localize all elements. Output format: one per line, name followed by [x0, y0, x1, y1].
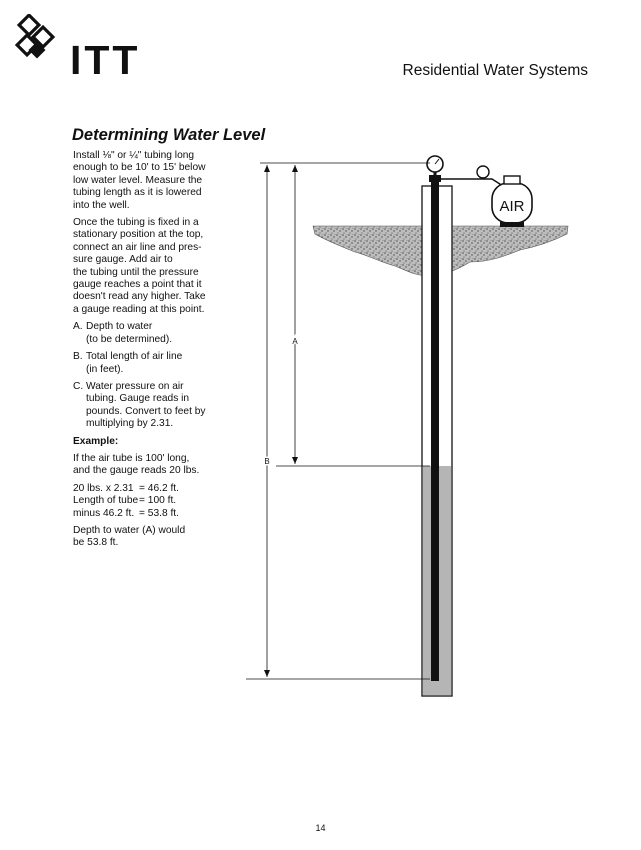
paragraph-2: [73, 217, 213, 316]
dimension-a-label: A: [292, 337, 298, 346]
text-line: and the gauge reads 20 lbs.: [73, 465, 200, 477]
text-line: pounds. Convert to feet by: [86, 405, 206, 417]
section-title: Residential Water Systems: [402, 62, 588, 79]
hose-coil: [477, 166, 489, 178]
text-line: into the well.: [73, 199, 130, 211]
tank-label: AIR: [499, 198, 525, 215]
air-line: [441, 179, 503, 186]
text-line: If the air tube is 100' long,: [73, 452, 190, 464]
text-line: tubing length as it is lowered: [73, 187, 202, 199]
text-line: low water level. Measure the: [73, 174, 203, 186]
text-line: Depth to water: [86, 321, 153, 333]
list-marker: A.: [73, 321, 83, 333]
text-line: multiplying by 2.31.: [86, 418, 174, 430]
text-line: enough to be 10' to 15' below: [73, 162, 206, 174]
page-title: Determining Water Level: [72, 126, 266, 144]
text-line: be 53.8 ft.: [73, 537, 119, 549]
calc-row: minus 46.2 ft. = 53.8 ft.: [73, 507, 179, 519]
itt-logo-icon: [14, 14, 64, 64]
well-diagram: [240, 150, 570, 710]
text-line: (in feet).: [86, 363, 124, 375]
conclusion: [73, 525, 213, 550]
text-line: (to be determined).: [86, 333, 173, 345]
paragraph-1: [73, 150, 213, 212]
calc-row: Length of tube = 100 ft.: [73, 495, 177, 507]
text-line: sure gauge. Add air to: [73, 254, 173, 266]
list-item-b: [73, 351, 213, 376]
list-item-c: [73, 381, 213, 431]
text-line: connect an air line and pres-: [73, 241, 202, 253]
dimension-b-label: B: [264, 457, 270, 466]
example-text: [73, 453, 213, 478]
calc-row: 20 lbs. x 2.31 = 46.2 ft.: [73, 482, 179, 494]
calculation-block: [73, 483, 213, 520]
air-tubing: [431, 176, 439, 681]
text-line: Depth to water (A) would: [73, 524, 186, 536]
text-line: doesn't read any higher. Take: [73, 291, 206, 303]
text-line: Install ⅛" or ¼" tubing long: [73, 150, 195, 161]
text-line: Total length of air line: [86, 351, 183, 363]
page-number: 14: [315, 823, 326, 833]
text-line: tubing. Gauge reads in: [86, 393, 190, 405]
text-line: gauge reaches a point that it: [73, 279, 202, 291]
article-body: [73, 150, 213, 555]
example-heading: Example:: [73, 435, 119, 447]
list-marker: C.: [73, 380, 84, 392]
text-line: the tubing until the pressure: [73, 266, 199, 278]
text-line: Once the tubing is fixed in a: [73, 217, 199, 229]
text-line: Water pressure on air: [86, 380, 184, 392]
text-line: stationary position at the top,: [73, 229, 204, 241]
text-line: a gauge reading at this point.: [73, 303, 205, 315]
list-marker: B.: [73, 351, 83, 363]
list-item-a: [73, 321, 213, 346]
company-logo-text: ITT: [70, 37, 141, 83]
